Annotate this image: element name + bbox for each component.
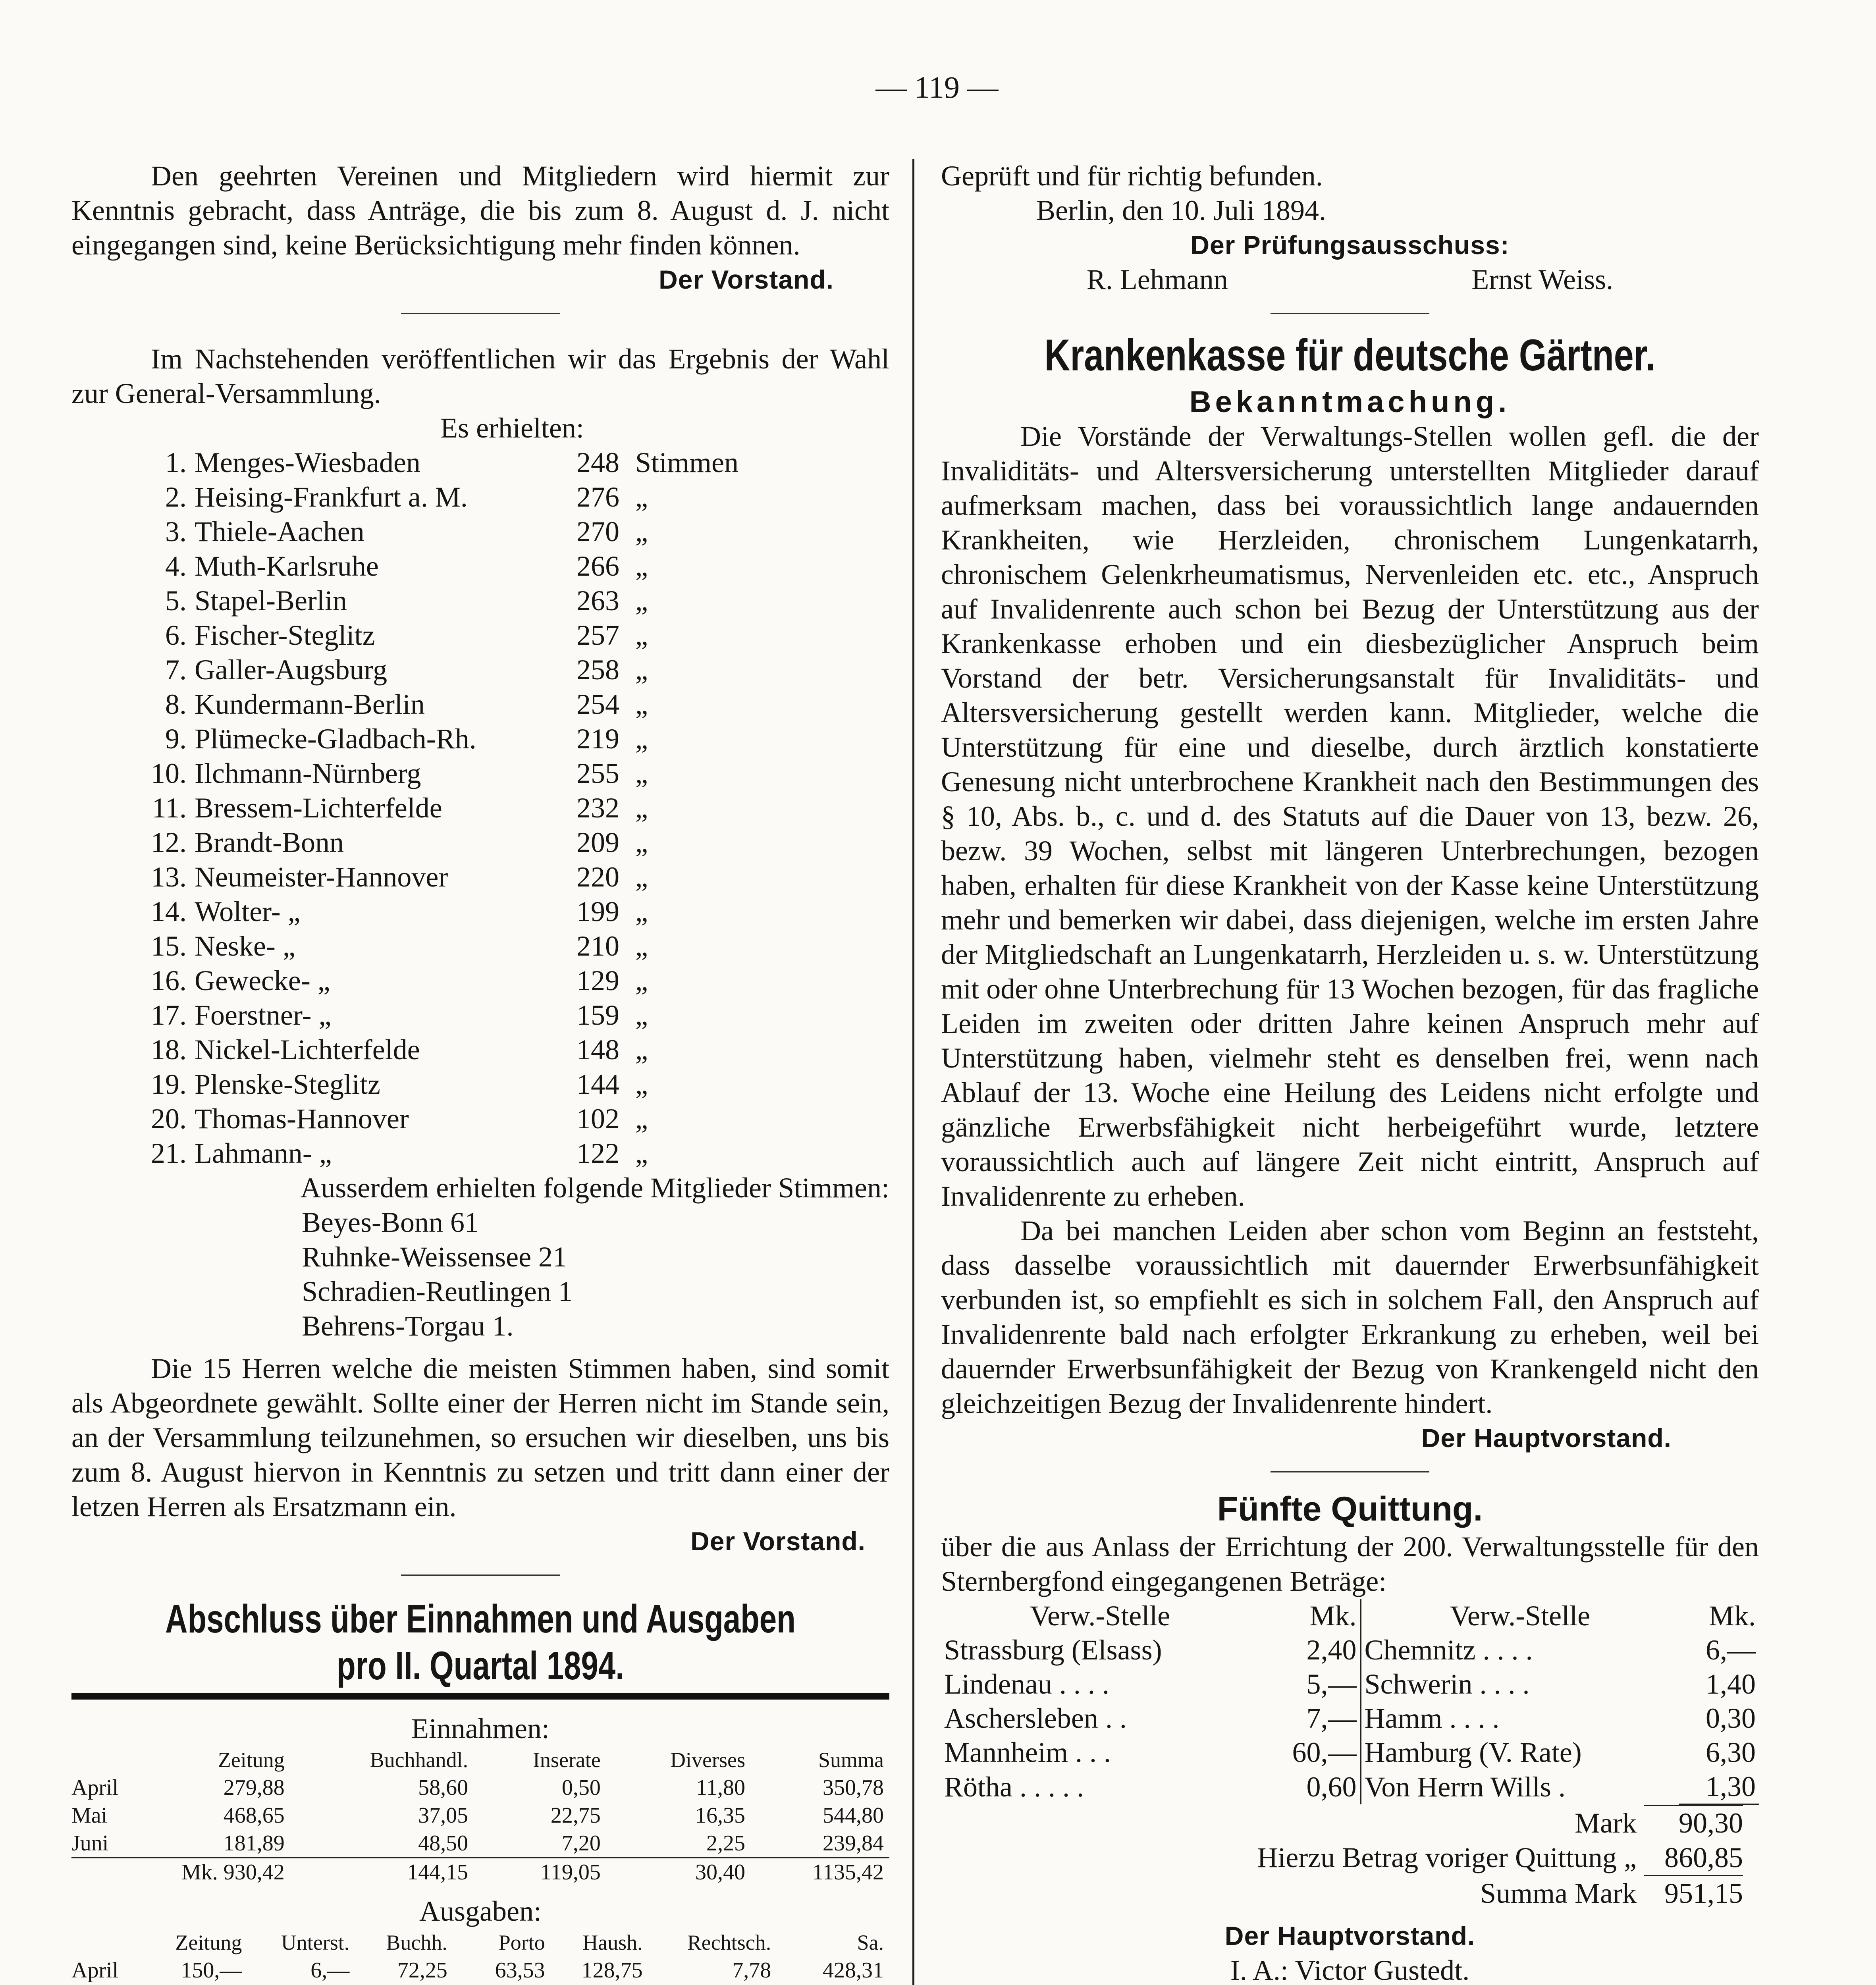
result-number: 7. xyxy=(165,654,187,686)
total-cell: Mk. 930,42 xyxy=(71,1858,290,1887)
table-cell: 2,25 xyxy=(706,1831,745,1856)
result-votes: 255 xyxy=(576,757,619,789)
quittung-amount: 7,— xyxy=(1259,1701,1360,1735)
result-unit: „ xyxy=(635,550,648,582)
column-header: Diverses xyxy=(670,1748,745,1772)
result-number: 12. xyxy=(151,827,187,858)
row-label: Mai xyxy=(71,1803,108,1828)
result-number: 9. xyxy=(165,723,187,755)
result-row xyxy=(135,1102,762,1136)
result-votes: 219 xyxy=(576,723,619,755)
result-name: Stapel-Berlin xyxy=(195,585,347,617)
result-votes: 220 xyxy=(576,861,619,893)
result-name: Bressem-Lichterfelde xyxy=(195,792,442,824)
previous-label: Hierzu Betrag voriger Quittung „ xyxy=(1257,1842,1637,1873)
quittung-amount: 60,— xyxy=(1259,1735,1360,1769)
left-column xyxy=(71,159,889,1985)
auditor-name-1: R. Lehmann xyxy=(1086,264,1228,295)
result-row xyxy=(135,964,762,998)
header-row xyxy=(71,1929,889,1956)
quittung-intro: über die aus Anlass der Errichtung der 200. Verwaltungsstelle für den Sternbergfond eingegangenen Beträge: xyxy=(941,1531,1759,1597)
other-vote-item: Schradien-Reutlingen 1 xyxy=(302,1276,573,1307)
table-cell: 16,35 xyxy=(695,1803,745,1828)
table-cell: 468,65 xyxy=(223,1803,285,1828)
kasse-title: Krankenkasse für deutsche Gärtner. xyxy=(1044,330,1656,380)
quittung-row xyxy=(941,1633,1759,1667)
result-votes: 209 xyxy=(576,827,619,858)
quittung-header: Verw.-Stelle xyxy=(1030,1600,1170,1632)
other-vote-item: Behrens-Torgau 1. xyxy=(302,1310,514,1342)
table-cell: 279,88 xyxy=(223,1775,285,1800)
quittung-header-row xyxy=(941,1599,1759,1633)
result-unit: Stimmen xyxy=(635,447,739,478)
quittung-place: Rötha . . . . . xyxy=(944,1771,1084,1803)
total-cell: 30,40 xyxy=(606,1858,751,1887)
result-name: Plenske-Steglitz xyxy=(195,1068,380,1100)
result-unit: „ xyxy=(635,861,648,893)
result-row xyxy=(135,1067,762,1102)
quittung-amount: 0,30 xyxy=(1706,1702,1756,1734)
elected-text: Die 15 Herren welche die meisten Stimmen haben, sind somit als Abgeordnete gewählt. Sollte einer der Herren nicht im Stande sein, an der Versammlung teilzunehmen, so ersuchen wir dieselben, uns bis zum 8. August hiervon in Kenntnis zu setzen und tritt dann einer der letzen Herren als Ersatzmann ein. xyxy=(71,1353,889,1522)
place-date: Berlin, den 10. Juli 1894. xyxy=(1036,195,1326,226)
auditor-names xyxy=(941,262,1759,297)
result-row xyxy=(135,1136,762,1171)
result-unit: „ xyxy=(635,723,648,755)
signature-hauptvorstand-1: Der Hauptvorstand. xyxy=(1421,1423,1672,1453)
result-name: Galler-Augsburg xyxy=(195,654,388,686)
result-number: 1. xyxy=(165,447,187,478)
table-cell: 7,78 xyxy=(732,1958,771,1983)
quittung-header: Mk. xyxy=(1708,1600,1756,1632)
column-header xyxy=(71,1929,143,1956)
table-cell: 63,53 xyxy=(495,1958,545,1983)
table-cell: 37,05 xyxy=(418,1803,469,1828)
total-row xyxy=(71,1858,889,1887)
table-cell: 58,60 xyxy=(418,1775,469,1800)
quittung-place: Chemnitz . . . . xyxy=(1364,1634,1533,1666)
result-votes: 258 xyxy=(576,654,619,686)
result-row xyxy=(135,515,762,549)
result-votes: 159 xyxy=(576,999,619,1031)
quittung-place: Von Herrn Wills . xyxy=(1364,1771,1566,1803)
quittung-header: Verw.-Stelle xyxy=(1450,1600,1591,1632)
quittung-amount: 5,— xyxy=(1259,1667,1360,1701)
ausgaben-label: Ausgaben: xyxy=(419,1895,542,1927)
result-unit: „ xyxy=(635,827,648,858)
result-number: 5. xyxy=(165,585,187,617)
result-votes: 122 xyxy=(576,1137,619,1169)
result-number: 16. xyxy=(151,965,187,996)
result-name: Lahmann- „ xyxy=(195,1137,332,1169)
result-unit: „ xyxy=(635,516,648,547)
einnahmen-label: Einnahmen: xyxy=(411,1713,549,1744)
geprueft-line: Geprüft und für richtig befunden. xyxy=(941,160,1323,192)
column-header: Buchh. xyxy=(386,1931,447,1954)
result-name: Neumeister-Hannover xyxy=(195,861,448,893)
previous-value: 860,85 xyxy=(1644,1840,1743,1876)
quittung-amount: 2,40 xyxy=(1259,1633,1360,1667)
summa-line xyxy=(941,1876,1759,1911)
quittung-row xyxy=(941,1735,1759,1769)
result-number: 2. xyxy=(165,481,187,513)
row-label: April xyxy=(71,1775,119,1800)
result-unit: „ xyxy=(635,965,648,996)
column-header: Summa xyxy=(818,1748,884,1772)
table-cell: 428,31 xyxy=(823,1958,884,1983)
table-row xyxy=(71,1829,889,1858)
column-header: Zeitung xyxy=(218,1748,285,1772)
mark-value: 90,30 xyxy=(1644,1805,1743,1840)
result-unit: „ xyxy=(635,481,648,513)
result-number: 21. xyxy=(151,1137,187,1169)
result-number: 18. xyxy=(151,1034,187,1066)
pruefungsausschuss: Der Prüfungsausschuss: xyxy=(1190,230,1510,260)
quittung-amount: 6,— xyxy=(1706,1634,1756,1666)
result-unit: „ xyxy=(635,619,648,651)
quittung-place: Strassburg (Elsass) xyxy=(944,1634,1162,1666)
result-row xyxy=(135,894,762,929)
summa-label: Summa Mark xyxy=(1480,1877,1637,1909)
result-votes: 270 xyxy=(576,516,619,547)
quittung-amount: 6,30 xyxy=(1706,1736,1756,1768)
result-number: 4. xyxy=(165,550,187,582)
separator xyxy=(401,313,560,314)
separator xyxy=(1271,313,1429,314)
result-unit: „ xyxy=(635,896,648,927)
separator xyxy=(401,1575,560,1576)
result-votes: 248 xyxy=(576,447,619,478)
row-label: Juni xyxy=(71,1831,109,1856)
column-header: Porto xyxy=(498,1931,545,1954)
table-cell: 0,50 xyxy=(561,1775,601,1800)
other-vote-item: Beyes-Bonn 61 xyxy=(302,1206,479,1238)
result-name: Muth-Karlsruhe xyxy=(195,550,379,582)
table-cell: 128,75 xyxy=(581,1958,643,1983)
finance-title-2: pro II. Quartal 1894. xyxy=(337,1644,624,1688)
result-number: 14. xyxy=(151,896,187,927)
page-number: — 119 — xyxy=(875,70,999,104)
row-label: April xyxy=(71,1958,119,1983)
result-unit: „ xyxy=(635,585,648,617)
deadline-notice: Den geehrten Vereinen und Mitgliedern wird hiermit zur Kenntnis gebracht, dass Anträge, die bis zum 8. August d. J. nicht eingegangen sind, keine Berücksichtigung mehr finden können. xyxy=(71,160,889,261)
other-vote-item: Ruhnke-Weissensee 21 xyxy=(302,1241,567,1273)
result-row xyxy=(135,445,762,480)
result-number: 17. xyxy=(151,999,187,1031)
table-cell: 72,25 xyxy=(397,1958,447,1983)
quittung-amount: 1,40 xyxy=(1706,1668,1756,1700)
summa-value: 951,15 xyxy=(1664,1877,1743,1909)
result-name: Gewecke- „ xyxy=(195,965,330,996)
signature-vorstand-2: Der Vorstand. xyxy=(690,1526,866,1556)
column-header: Rechtsch. xyxy=(687,1931,771,1954)
result-votes: 148 xyxy=(576,1034,619,1066)
result-row xyxy=(135,756,762,791)
result-row xyxy=(135,929,762,964)
result-number: 3. xyxy=(165,516,187,547)
ausserdem-line: Ausserdem erhielten folgende Mitglieder Stimmen: xyxy=(300,1172,889,1204)
result-votes: 102 xyxy=(576,1103,619,1135)
other-votes-list xyxy=(71,1205,889,1343)
result-unit: „ xyxy=(635,654,648,686)
result-row xyxy=(135,860,762,894)
auditor-name-2: Ernst Weiss. xyxy=(1471,264,1614,295)
result-number: 20. xyxy=(151,1103,187,1135)
result-unit: „ xyxy=(635,757,648,789)
result-name: Fischer-Steglitz xyxy=(195,619,375,651)
signature-vorstand-1: Der Vorstand. xyxy=(659,265,834,294)
quittung-place: Lindenau . . . . xyxy=(944,1668,1109,1700)
notice-paragraph-2: Da bei manchen Leiden aber schon vom Beginn an feststeht, dass dasselbe voraussichtlich mit dauernder Erwerbsunfähigkeit verbunden ist, so empfiehlt es sich in solchem Fall, den Anspruch auf Invalidenrente bald nach erfolgter Erkrankung zu erheben, weil bei dauernder Erwerbsunfähigkeit der Bezug von Krankengeld nicht den gleichzeitigen Bezug der Invalidenrente hindert. xyxy=(941,1215,1759,1419)
table-row xyxy=(71,1956,889,1984)
result-unit: „ xyxy=(635,1034,648,1066)
einnahmen-table xyxy=(71,1746,889,1886)
quittung-amount: 1,30 xyxy=(1679,1769,1759,1804)
table-cell: 150,— xyxy=(181,1958,242,1983)
result-unit: „ xyxy=(635,1103,648,1135)
result-row xyxy=(135,722,762,756)
quittung-amount: 0,60 xyxy=(1259,1769,1360,1804)
result-name: Nickel-Lichterfelde xyxy=(195,1034,420,1066)
result-votes: 254 xyxy=(576,688,619,720)
result-unit: „ xyxy=(635,688,648,720)
quittung-title: Fünfte Quittung. xyxy=(1217,1490,1483,1528)
result-votes: 276 xyxy=(576,481,619,513)
result-votes: 144 xyxy=(576,1068,619,1100)
mark-label: Mark xyxy=(1575,1807,1637,1839)
im-auftrag: I. A.: Victor Gustedt. xyxy=(1230,1954,1470,1985)
column-header: Unterst. xyxy=(281,1931,350,1954)
result-votes: 257 xyxy=(576,619,619,651)
total-cell: 1135,42 xyxy=(751,1858,889,1887)
result-name: Thomas-Hannover xyxy=(195,1103,409,1135)
column-header: Haush. xyxy=(582,1931,643,1954)
result-row xyxy=(135,549,762,584)
finance-title-1: Abschluss über Einnahmen und Ausgaben xyxy=(165,1597,796,1641)
result-votes: 199 xyxy=(576,896,619,927)
result-number: 13. xyxy=(151,861,187,893)
result-name: Menges-Wiesbaden xyxy=(195,447,420,478)
result-name: Neske- „ xyxy=(195,930,295,962)
table-cell: 7,20 xyxy=(561,1831,601,1856)
result-row xyxy=(135,480,762,515)
result-row xyxy=(135,653,762,687)
column-header: Zeitung xyxy=(175,1931,242,1954)
result-row xyxy=(135,687,762,722)
quittung-row xyxy=(941,1667,1759,1701)
election-results-table xyxy=(135,445,762,1171)
quittung-row xyxy=(941,1769,1759,1804)
result-number: 10. xyxy=(151,757,187,789)
result-row xyxy=(135,791,762,825)
result-unit: „ xyxy=(635,999,648,1031)
result-row xyxy=(135,998,762,1033)
quittung-place: Schwerin . . . . xyxy=(1364,1668,1530,1700)
result-row xyxy=(135,618,762,653)
result-unit: „ xyxy=(635,1137,648,1169)
heavy-rule xyxy=(71,1693,889,1700)
quittung-mark-line xyxy=(941,1805,1759,1840)
result-name: Thiele-Aachen xyxy=(195,516,364,547)
table-cell: 22,75 xyxy=(550,1803,601,1828)
quittung-header: Mk. xyxy=(1259,1599,1360,1633)
table-cell: 544,80 xyxy=(823,1803,884,1828)
column-header: Sa. xyxy=(857,1931,884,1954)
quittung-place: Aschersleben . . xyxy=(944,1702,1127,1734)
result-number: 11. xyxy=(152,792,187,824)
quittung-table xyxy=(941,1599,1759,1805)
result-unit: „ xyxy=(635,792,648,824)
result-unit: „ xyxy=(635,1068,648,1100)
election-intro: Im Nachstehenden veröffentlichen wir das Ergebnis der Wahl zur General-Versammlung. xyxy=(71,343,889,409)
table-cell: 11,80 xyxy=(696,1775,745,1800)
header-row xyxy=(71,1746,889,1774)
signature-hauptvorstand-2: Der Hauptvorstand. xyxy=(1224,1921,1475,1950)
result-name: Plümecke-Gladbach-Rh. xyxy=(195,723,476,755)
table-row xyxy=(71,1802,889,1829)
total-cell: 144,15 xyxy=(290,1858,474,1887)
result-number: 15. xyxy=(151,930,187,962)
result-row xyxy=(135,584,762,618)
result-votes: 210 xyxy=(576,930,619,962)
table-cell: 350,78 xyxy=(823,1775,884,1800)
table-cell: 239,84 xyxy=(823,1831,884,1856)
quittung-row xyxy=(941,1701,1759,1735)
separator xyxy=(1271,1471,1429,1472)
quittung-place: Hamm . . . . xyxy=(1364,1702,1500,1734)
result-name: Brandt-Bonn xyxy=(195,827,344,858)
column-header: Inserate xyxy=(533,1748,601,1772)
table-cell: 48,50 xyxy=(418,1831,469,1856)
table-cell: 181,89 xyxy=(223,1831,285,1856)
result-name: Wolter- „ xyxy=(195,896,301,927)
quittung-place: Hamburg (V. Rate) xyxy=(1364,1736,1582,1768)
column-header xyxy=(71,1746,160,1774)
result-votes: 266 xyxy=(576,550,619,582)
result-number: 19. xyxy=(151,1068,187,1100)
notice-paragraph-1: Die Vorstände der Verwaltungs-Stellen wollen gefl. die der Invaliditäts- und Altersversicherung unterstellten Mitglieder darauf aufmerksam machen, dass bei voraussichtlich lange andauernden Krankheiten, wie Herzleiden, chronischem Lungenkatarrh, chronischem Gelenkrheumatismus, Nervenleiden etc. etc., Anspruch auf Invalidenrente auch schon bei Bezug der Unterstützung aus der Krankenkasse erhoben und ein diesbezüglicher Anspruch beim Vorstand der betr. Versicherungsanstalt für Invaliditäts- und Altersversicherung gestellt werden kann. Mitglieder, welche die Unterstützung für eine und dieselbe, durch ärztlich konstatierte Genesung nicht unterbrochene Krankheit nach den Bestimmungen des § 10, Abs. b., c. und d. des Statuts auf die Dauer von 13, bezw. 26, bezw. 39 Wochen, selbst mit längeren Unterbrechungen, bezogen haben, erhalten für diese Krankheit von der Kasse keine Unterstützung mehr und bemerken wir dabei, dass diejenigen, welche im ersten Jahre der Mitgliedschaft an Lungenkatarrh, Herzleiden u. s. w. Unterstützung mit oder ohne Unterbrechung für 13 Wochen bezogen, für das fragliche Leiden im zweiten oder dritten Jahre keinen Anspruch mehr auf Unterstützung haben, vielmehr steht es denselben frei, wenn nach Ablauf der 13. Woche eine Heilung des Leidens nicht erfolgte und gänzliche Erwerbsfähigkeit nicht herbeigeführt wurde, letztere voraussichtlich auch auf längere Zeit nicht eintritt, Anspruch auf Invalidenrente zu erheben. xyxy=(941,420,1759,1212)
es-erhielten-label: Es erhielten: xyxy=(440,412,584,444)
result-name: Kundermann-Berlin xyxy=(195,688,425,720)
result-votes: 129 xyxy=(576,965,619,996)
table-row xyxy=(71,1774,889,1802)
result-number: 8. xyxy=(165,688,187,720)
result-name: Ilchmann-Nürnberg xyxy=(195,757,421,789)
table-cell: 6,— xyxy=(310,1958,350,1983)
total-cell: 119,05 xyxy=(474,1858,606,1887)
column-header: Buchhandl. xyxy=(370,1748,469,1772)
bekanntmachung-heading: Bekanntmachung. xyxy=(1189,385,1511,419)
result-number: 6. xyxy=(165,619,187,651)
column-divider xyxy=(912,159,914,1985)
previous-quittung-line xyxy=(941,1840,1759,1876)
result-row xyxy=(135,825,762,860)
result-row xyxy=(135,1033,762,1067)
quittung-place: Mannheim . . . xyxy=(944,1736,1111,1768)
result-votes: 232 xyxy=(576,792,619,824)
result-name: Foerstner- „ xyxy=(195,999,332,1031)
right-column xyxy=(941,159,1759,1985)
ausgaben-table xyxy=(71,1929,889,1985)
result-votes: 263 xyxy=(576,585,619,617)
result-unit: „ xyxy=(635,930,648,962)
result-name: Heising-Frankfurt a. M. xyxy=(195,481,468,513)
